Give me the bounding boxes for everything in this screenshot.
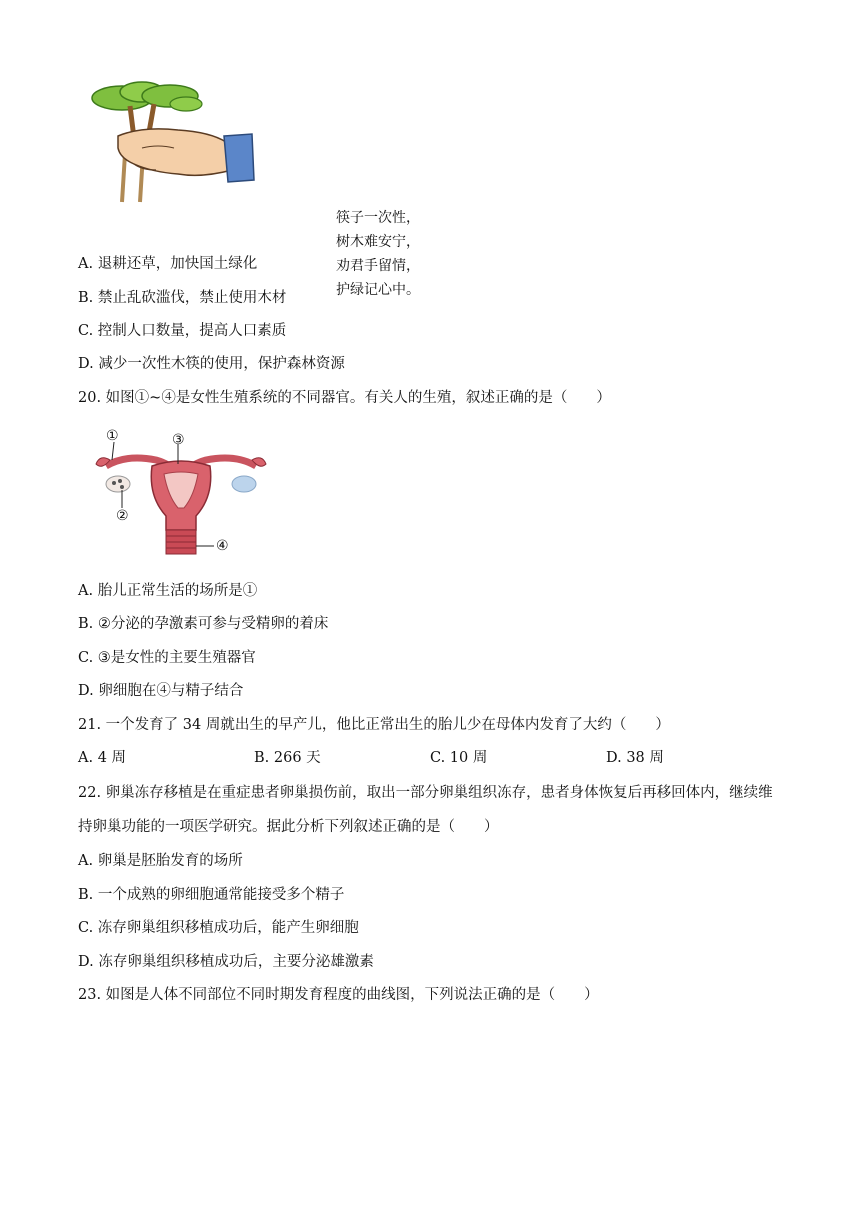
q19-option-d: D. 减少一次性木筷的使用，保护森林资源 (78, 356, 345, 372)
poem-line: 劝君手留情， (336, 258, 420, 274)
q19-option-b: B. 禁止乱砍滥伐，禁止使用木材 (78, 290, 287, 306)
label-3: ③ (172, 432, 185, 448)
poem-line: 树木难安宁， (336, 234, 420, 250)
q22-option-d: D. 冻存卵巢组织移植成功后，主要分泌雄激素 (78, 954, 374, 970)
q23-stem: 23. 如图是人体不同部位不同时期发育程度的曲线图，下列说法正确的是（ ） (78, 987, 599, 1003)
q21-stem: 21. 一个发育了 34 周就出生的早产儿，他比正常出生的胎儿少在母体内发育了大约（ ） (78, 717, 670, 733)
q20-option-d: D. 卵细胞在④与精子结合 (78, 683, 244, 699)
label-4: ④ (216, 538, 229, 554)
female-reproductive-system-diagram (86, 426, 276, 558)
q19-option-c: C. 控制人口数量，提高人口素质 (78, 323, 287, 339)
q21-option-d: D. 38 周 (606, 750, 664, 766)
q19-option-a: A. 退耕还草，加快国土绿化 (78, 256, 258, 272)
poem-line: 护绿记心中。 (336, 282, 420, 298)
q21-option-a: A. 4 周 (78, 750, 127, 766)
q22-option-b: B. 一个成熟的卵细胞通常能接受多个精子 (78, 887, 345, 903)
q22-stem: 22. 卵巢冻存移植是在重症患者卵巢损伤前，取出一部分卵巢组织冻存，患者身体恢复后再移回体内，继续维持卵巢功能的一项医学研究。据此分析下列叙述正确的是（ ） (78, 785, 773, 835)
label-1: ① (106, 428, 119, 444)
q20-stem: 20. 如图①~④是女性生殖系统的不同器官。有关人的生殖，叙述正确的是（ ） (78, 390, 611, 406)
hand-chopsticks-icon (82, 78, 372, 218)
poem-line: 筷子一次性， (336, 210, 420, 226)
q20-option-b: B. ②分泌的孕激素可参与受精卵的着床 (78, 616, 329, 632)
q22-option-c: C. 冻存卵巢组织移植成功后，能产生卵细胞 (78, 920, 359, 936)
poem-text (336, 206, 446, 302)
q20-option-c: C. ③是女性的主要生殖器官 (78, 650, 256, 666)
q20-option-a: A. 胎儿正常生活的场所是① (78, 583, 258, 599)
q21-option-c: C. 10 周 (430, 750, 488, 766)
label-2: ② (116, 508, 129, 524)
q22-option-a: A. 卵巢是胚胎发育的场所 (78, 853, 243, 869)
q21-option-b: B. 266 天 (254, 750, 321, 766)
